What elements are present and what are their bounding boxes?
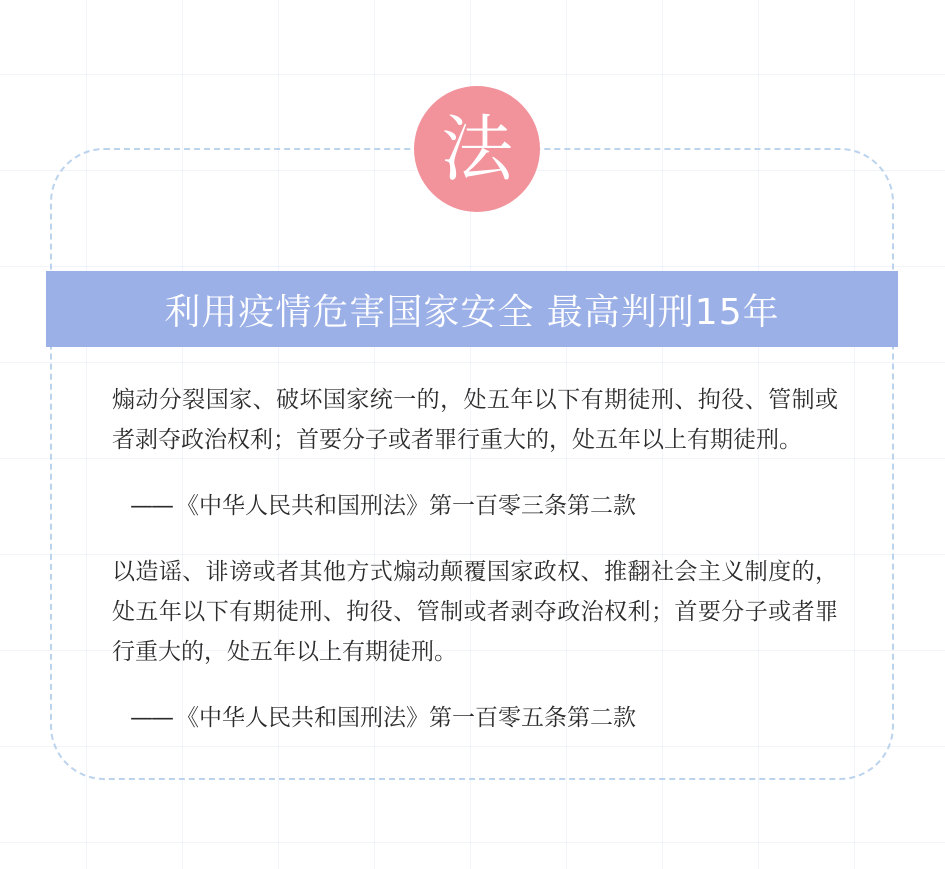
page-title: 利用疫情危害国家安全 最高判刑15年 [164,291,780,333]
citation-dash: —— [130,493,172,519]
law-content [112,380,838,764]
title-banner [46,271,898,347]
law-citation [112,698,838,738]
law-paragraph: 以造谣、诽谤或者其他方式煽动颠覆国家政权、推翻社会主义制度的，处五年以下有期徒刑、拘役、管制或者剥夺政治权利；首要分子或者罪行重大的，处五年以上有期徒刑。 [112,559,838,665]
law-citation [112,486,838,526]
citation-dash: —— [130,705,172,731]
law-seal-badge [414,86,540,212]
seal-character: 法 [440,107,513,191]
citation-text: 《中华人民共和国刑法》第一百零五条第二款 [176,705,636,731]
law-paragraph: 煽动分裂国家、破坏国家统一的，处五年以下有期徒刑、拘役、管制或者剥夺政治权利；首要分子或者罪行重大的，处五年以上有期徒刑。 [112,387,838,453]
citation-text: 《中华人民共和国刑法》第一百零三条第二款 [176,493,636,519]
